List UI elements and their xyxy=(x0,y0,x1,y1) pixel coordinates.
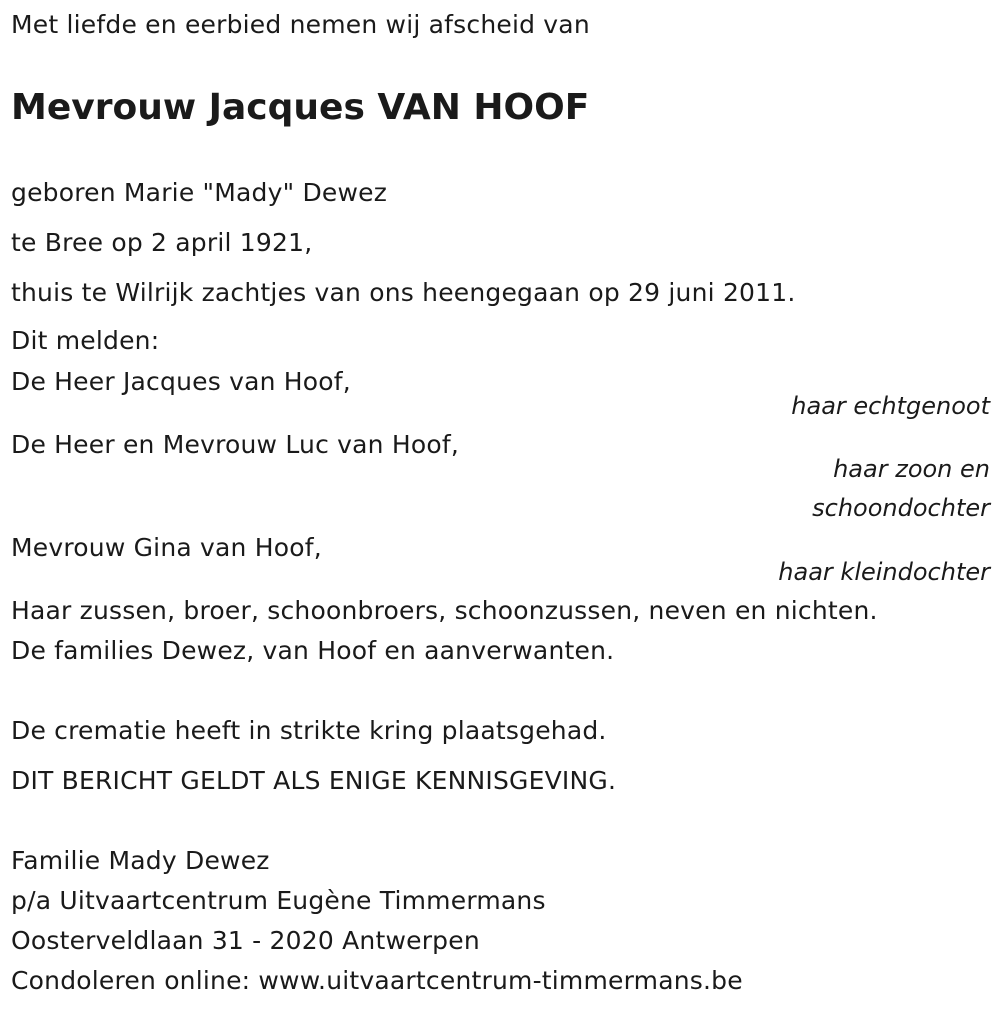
notice-text: DIT BERICHT GELDT ALS ENIGE KENNISGEVING. xyxy=(11,766,617,795)
deceased-name: Mevrouw Jacques VAN HOOF xyxy=(11,87,590,128)
relative-role: haar kleindochter xyxy=(778,558,990,586)
relative-role: haar zoon en xyxy=(833,455,990,483)
cremation-text: De crematie heeft in strikte kring plaatsgehad. xyxy=(11,716,607,745)
relative-role: schoondochter xyxy=(812,494,990,522)
family-line: Haar zussen, broer, schoonbroers, schoonzussen, neven en nichten. xyxy=(11,596,878,625)
death-info: thuis te Wilrijk zachtjes van ons heengegaan op 29 juni 2011. xyxy=(11,278,796,307)
contact-address: Oosterveldlaan 31 - 2020 Antwerpen xyxy=(11,926,480,955)
contact-condolences: Condoleren online: www.uitvaartcentrum-timmermans.be xyxy=(11,966,743,995)
family-line: De families Dewez, van Hoof en aanverwanten. xyxy=(11,636,615,665)
relative-name: De Heer en Mevrouw Luc van Hoof, xyxy=(11,430,460,459)
birth-info: te Bree op 2 april 1921, xyxy=(11,228,313,257)
contact-care-of: p/a Uitvaartcentrum Eugène Timmermans xyxy=(11,886,546,915)
relative-role: haar echtgenoot xyxy=(791,392,990,420)
birth-name: geboren Marie "Mady" Dewez xyxy=(11,178,388,207)
contact-family: Familie Mady Dewez xyxy=(11,846,270,875)
relative-name: Mevrouw Gina van Hoof, xyxy=(11,533,322,562)
intro-text: Met liefde en eerbied nemen wij afscheid van xyxy=(11,10,590,39)
relative-name: De Heer Jacques van Hoof, xyxy=(11,367,351,396)
announcers-intro: Dit melden: xyxy=(11,326,160,355)
